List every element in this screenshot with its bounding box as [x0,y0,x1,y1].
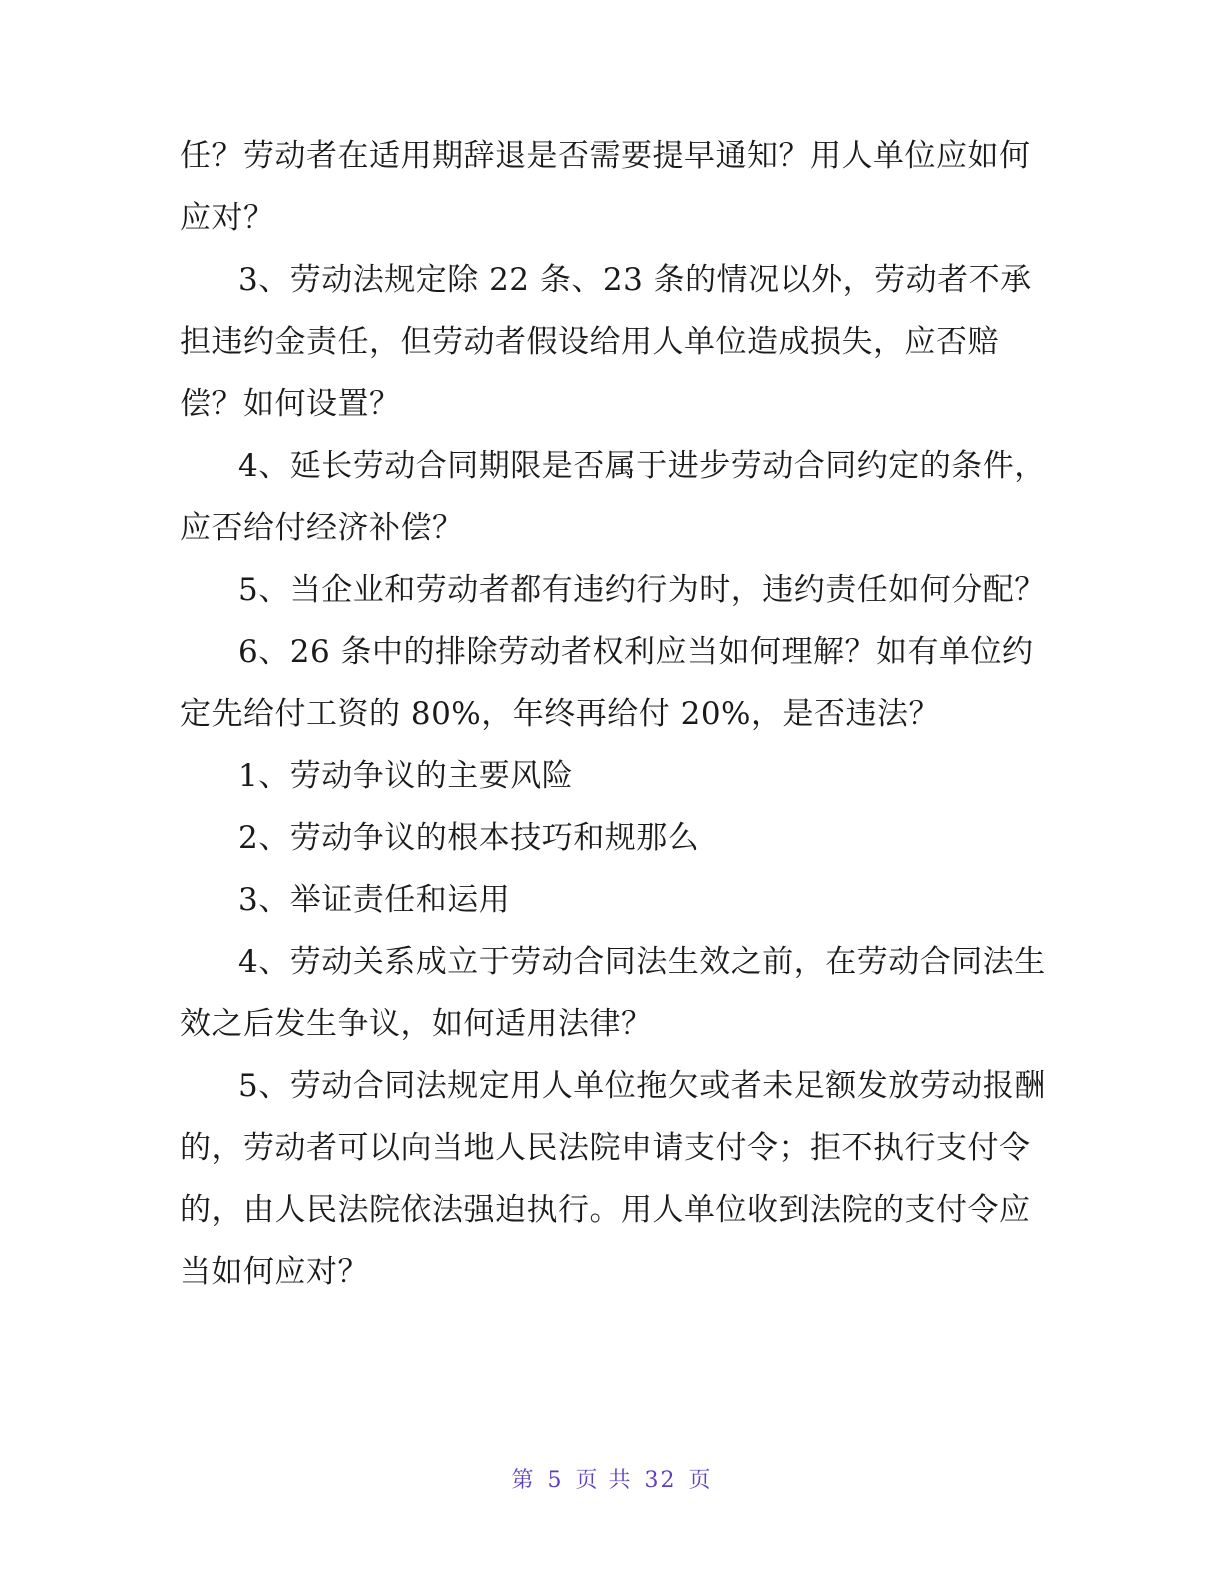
paragraph-item-5: 5、当企业和劳动者都有违约行为时，违约责任如何分配？ [238,572,1046,608]
footer-page-number: 5 [547,1468,564,1493]
paragraph-item-4: 4、延长劳动合同期限是否属于进步劳动合同约定的条件，应否给付经济补偿？ [180,448,1046,546]
list-item-risk: 1、劳动争议的主要风险 [238,758,574,794]
footer-total-pages: 32 [644,1468,677,1493]
list-item-burden-of-proof: 3、举证责任和运用 [238,882,511,918]
footer-prefix: 第 [511,1468,536,1493]
page-footer [0,1463,1224,1494]
paragraph-continuation: 任？劳动者在适用期辞退是否需要提早通知？用人单位应如何应对？ [180,138,1031,236]
document-body [180,125,1050,1303]
paragraph-payment-order: 5、劳动合同法规定用人单位拖欠或者未足额发放劳动报酬的，劳动者可以向当地人民法院申请支付令；拒不执行支付令的，由人民法院依法强迫执行。用人单位收到法院的支付令应当如何应对？ [180,1068,1046,1290]
list-item-techniques: 2、劳动争议的根本技巧和规那么 [238,820,700,856]
footer-suffix: 页 [688,1468,713,1493]
footer-middle: 页 共 [575,1468,633,1493]
paragraph-applicable-law: 4、劳动关系成立于劳动合同法生效之前，在劳动合同法生效之后发生争议，如何适用法律？ [180,944,1046,1042]
paragraph-item-6: 6、26 条中的排除劳动者权利应当如何理解？如有单位约定先给付工资的 80%，年终再给付 20%，是否违法？ [180,634,1034,732]
paragraph-item-3: 3、劳动法规定除 22 条、23 条的情况以外，劳动者不承担违约金责任，但劳动者假设给用人单位造成损失，应否赔偿？如何设置？ [180,262,1032,422]
